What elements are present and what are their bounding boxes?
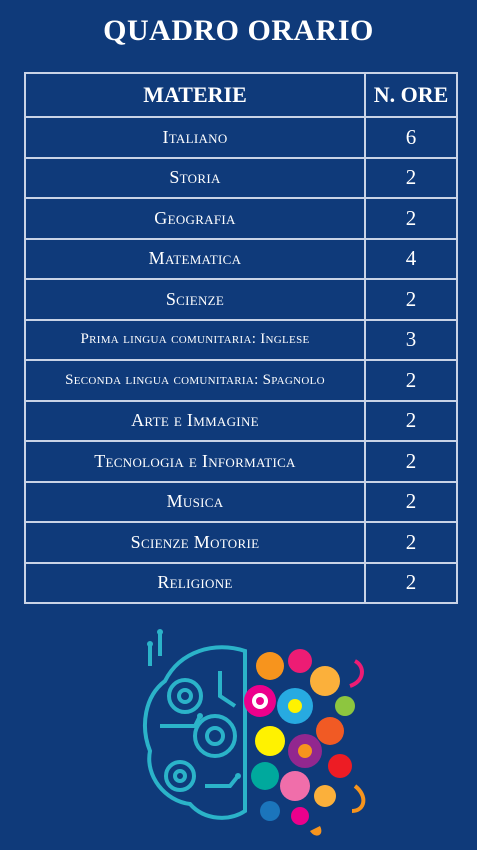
hours-cell: 6	[365, 117, 457, 158]
table-row	[25, 320, 457, 361]
table-header-row	[25, 73, 457, 117]
hours-cell: 2	[365, 198, 457, 239]
right-hemisphere	[244, 649, 363, 836]
left-hemisphere	[145, 634, 245, 818]
table-row	[25, 158, 457, 199]
subject-cell: Religione	[25, 563, 365, 604]
hours-cell: 2	[365, 360, 457, 401]
hours-cell: 2	[365, 522, 457, 563]
column-header-subjects: MATERIE	[25, 73, 365, 117]
table-row	[25, 117, 457, 158]
subject-cell: Italiano	[25, 117, 365, 158]
page-title: QUADRO ORARIO	[103, 14, 374, 47]
table-row	[25, 279, 457, 320]
subject-cell: Storia	[25, 158, 365, 199]
subject-cell: Matematica	[25, 239, 365, 280]
table-row	[25, 239, 457, 280]
column-header-hours: N. ORE	[365, 73, 457, 117]
table-row	[25, 563, 457, 604]
table-row	[25, 441, 457, 482]
hours-cell: 2	[365, 482, 457, 523]
hours-cell: 2	[365, 401, 457, 442]
subject-cell: Scienze Motorie	[25, 522, 365, 563]
subject-cell: Seconda lingua comunitaria: Spagnolo	[25, 360, 365, 401]
subject-cell: Arte e Immagine	[25, 401, 365, 442]
hours-cell: 2	[365, 563, 457, 604]
subject-cell: Tecnologia e Informatica	[25, 441, 365, 482]
table-row	[25, 198, 457, 239]
table-row	[25, 401, 457, 442]
table-row	[25, 482, 457, 523]
brain-illustration	[120, 626, 370, 841]
subject-cell: Geografia	[25, 198, 365, 239]
table-row	[25, 522, 457, 563]
subject-cell: Musica	[25, 482, 365, 523]
hours-cell: 2	[365, 279, 457, 320]
subject-cell: Prima lingua comunitaria: Inglese	[25, 320, 365, 361]
schedule-table	[24, 72, 458, 604]
subject-cell: Scienze	[25, 279, 365, 320]
hours-cell: 4	[365, 239, 457, 280]
table-row	[25, 360, 457, 401]
hours-cell: 3	[365, 320, 457, 361]
hours-cell: 2	[365, 158, 457, 199]
hours-cell: 2	[365, 441, 457, 482]
